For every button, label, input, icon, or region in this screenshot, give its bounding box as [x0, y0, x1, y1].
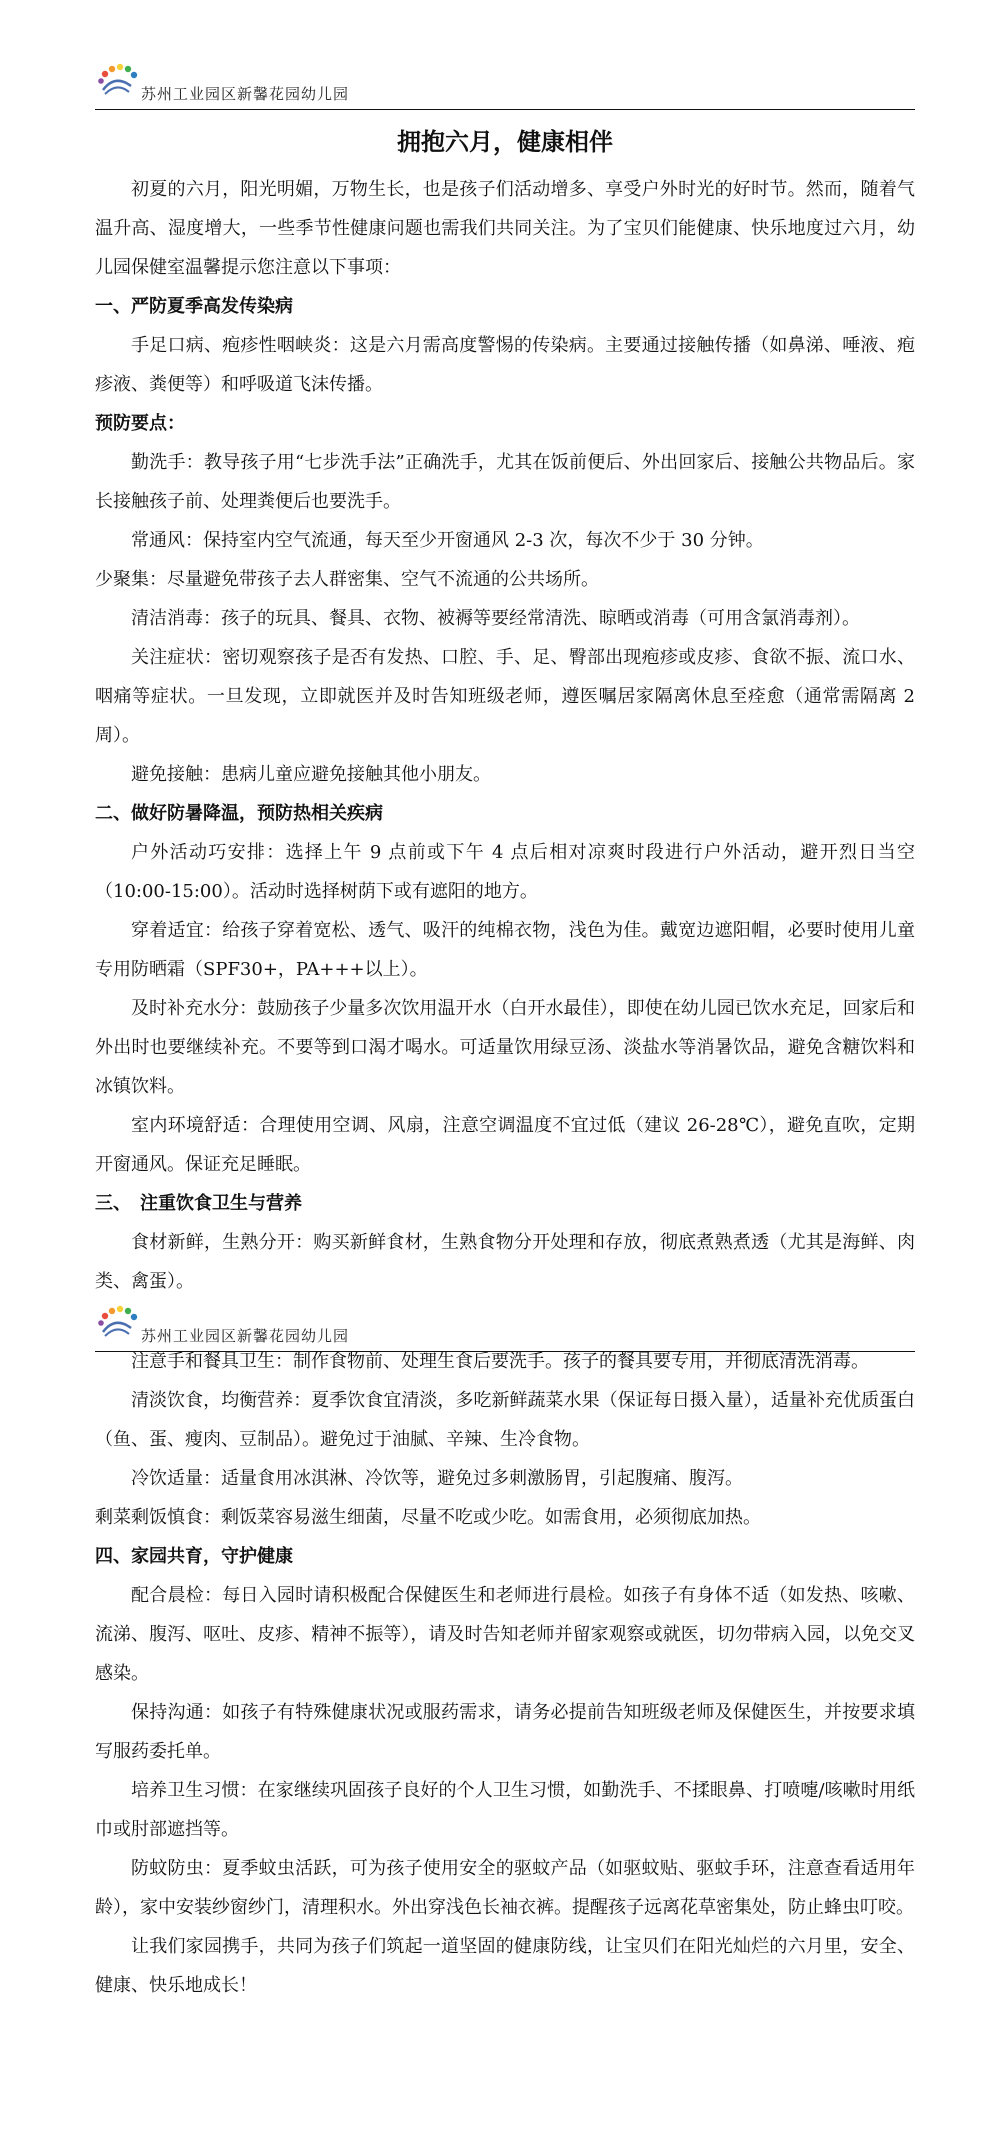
kindergarten-logo-icon — [95, 1302, 139, 1346]
list-item: 室内环境舒适：合理使用空调、风扇，注意空调温度不宜过低（建议 26-28℃），避免直吹，定期开窗通风。保证充足睡眠。 — [95, 1115, 915, 1175]
list-item: 清淡饮食，均衡营养：夏季饮食宜清淡，多吃新鲜蔬菜水果（保证每日摄入量），适量补充优质蛋白（鱼、蛋、瘦肉、豆制品）。避免过于油腻、辛辣、生冷食物。 — [95, 1390, 915, 1450]
page-header — [95, 1242, 915, 1354]
list-item: 食材新鲜，生熟分开：购买新鲜食材，生熟食物分开处理和存放，彻底煮熟煮透（尤其是海鲜、肉类、禽蛋）。 — [95, 1232, 915, 1292]
list-item: 剩菜剩饭慎食：剩饭菜容易滋生细菌，尽量不吃或少吃。如需食用，必须彻底加热。 — [95, 1507, 761, 1528]
page-content — [95, 1342, 915, 2005]
section-heading-4: 四、家园共育，守护健康 — [95, 1546, 293, 1567]
list-item: 及时补充水分：鼓励孩子少量多次饮用温开水（白开水最佳），即使在幼儿园已饮水充足，回家后和外出时也要继续补充。不要等到口渴才喝水。可适量饮用绿豆汤、淡盐水等消暑饮品，避免含糖饮料和冰镇饮料。 — [95, 998, 915, 1097]
school-name: 苏州工业园区新馨花园幼儿园 — [141, 1327, 350, 1345]
list-item: 常通风：保持室内空气流通，每天至少开窗通风 2-3 次，每次不少于 30 分钟。 — [131, 530, 764, 551]
subsection-heading: 预防要点： — [95, 413, 185, 434]
section-heading-3: 三、 注重饮食卫生与营养 — [95, 1193, 302, 1214]
list-item: 保持沟通：如孩子有特殊健康状况或服药需求，请务必提前告知班级老师及保健医生，并按要求填写服药委托单。 — [95, 1702, 915, 1762]
list-item: 勤洗手：教导孩子用“七步洗手法”正确洗手，尤其在饭前便后、外出回家后、接触公共物品后。家长接触孩子前、处理粪便后也要洗手。 — [95, 452, 915, 512]
page-header — [95, 0, 915, 112]
page-content — [95, 114, 915, 1301]
document-page-2 — [0, 1300, 1000, 2148]
section-heading-1: 一、严防夏季高发传染病 — [95, 296, 293, 317]
intro-paragraph: 初夏的六月，阳光明媚，万物生长，也是孩子们活动增多、享受户外时光的好时节。然而，随着气温升高、湿度增大，一些季节性健康问题也需我们共同关注。为了宝贝们能健康、快乐地度过六月，幼儿园保健室温馨提示您注意以下事项： — [95, 179, 915, 278]
school-name: 苏州工业园区新馨花园幼儿园 — [141, 85, 350, 103]
closing-paragraph: 让我们家园携手，共同为孩子们筑起一道坚固的健康防线，让宝贝们在阳光灿烂的六月里，安全、健康、快乐地成长！ — [95, 1936, 915, 1996]
list-item: 冷饮适量：适量食用冰淇淋、冷饮等，避免过多刺激肠胃，引起腹痛、腹泻。 — [131, 1468, 743, 1489]
document-title: 拥抱六月，健康相伴 — [397, 128, 613, 156]
list-item: 配合晨检：每日入园时请积极配合保健医生和老师进行晨检。如孩子有身体不适（如发热、咳嗽、流涕、腹泻、呕吐、皮疹、精神不振等），请及时告知老师并留家观察或就医，切勿带病入园，以免交叉感染。 — [95, 1585, 915, 1684]
section-heading-2: 二、做好防暑降温，预防热相关疾病 — [95, 803, 383, 824]
header-rule — [95, 109, 915, 110]
kindergarten-logo-icon — [95, 60, 139, 104]
list-item: 培养卫生习惯：在家继续巩固孩子良好的个人卫生习惯，如勤洗手、不揉眼鼻、打喷嚏/咳嗽时用纸巾或肘部遮挡等。 — [95, 1780, 915, 1840]
list-item: 关注症状：密切观察孩子是否有发热、口腔、手、足、臀部出现疱疹或皮疹、食欲不振、流口水、咽痛等症状。一旦发现，立即就医并及时告知班级老师，遵医嘱居家隔离休息至痊愈（通常需隔离 2 周）。 — [95, 647, 915, 746]
list-item: 穿着适宜：给孩子穿着宽松、透气、吸汗的纯棉衣物，浅色为佳。戴宽边遮阳帽，必要时使用儿童专用防晒霜（SPF30+，PA+++以上）。 — [95, 920, 915, 980]
list-item: 少聚集：尽量避免带孩子去人群密集、空气不流通的公共场所。 — [95, 569, 599, 590]
list-item: 避免接触：患病儿童应避免接触其他小朋友。 — [131, 764, 491, 785]
paragraph: 手足口病、疱疹性咽峡炎：这是六月需高度警惕的传染病。主要通过接触传播（如鼻涕、唾液、疱疹液、粪便等）和呼吸道飞沫传播。 — [95, 335, 915, 395]
list-item: 注意手和餐具卫生：制作食物前、处理生食后要洗手。孩子的餐具要专用，并彻底清洗消毒。 — [131, 1351, 869, 1372]
list-item: 防蚊防虫：夏季蚊虫活跃，可为孩子使用安全的驱蚊产品（如驱蚊贴、驱蚊手环，注意查看适用年龄），家中安装纱窗纱门，清理积水。外出穿浅色长袖衣裤。提醒孩子远离花草密集处，防止蜂虫叮咬。 — [95, 1858, 915, 1918]
list-item: 清洁消毒：孩子的玩具、餐具、衣物、被褥等要经常清洗、晾晒或消毒（可用含氯消毒剂）。 — [131, 608, 860, 629]
list-item: 户外活动巧安排：选择上午 9 点前或下午 4 点后相对凉爽时段进行户外活动，避开烈日当空（10:00-15:00）。活动时选择树荫下或有遮阳的地方。 — [95, 842, 915, 902]
